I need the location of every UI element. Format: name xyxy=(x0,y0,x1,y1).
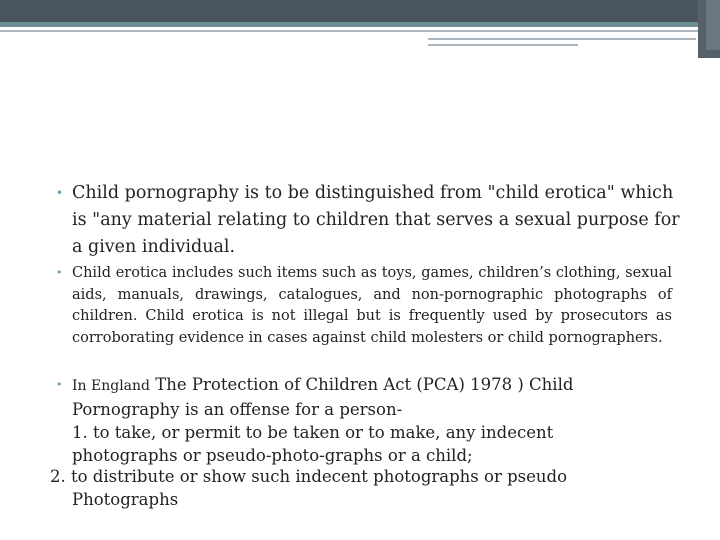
bullet-text: The Protection of Children Act (PCA) 1978 ) Child Pornography is an offense for a person- xyxy=(72,375,574,419)
bullet-text-block xyxy=(72,373,632,467)
bullet-icon: • xyxy=(56,186,64,200)
bullet-icon: • xyxy=(56,266,63,279)
bullet-text: Child erotica includes such items such as toys, games, children’s clothing, sexual aids, manuals, drawings, catalogues, and non-pornographic photographs of children. Child erotica is not illegal but is frequently used by prosecutors as corroborating evidence in cases against child molesters or child pornographers. xyxy=(72,265,672,346)
bullet-text: Child pornography is to be distinguished from "child erotica" which is "any material relating to children that serves a sexual purpose for a given individual. xyxy=(72,183,680,257)
item-text-continued: Photographs xyxy=(72,490,179,509)
item-text: to distribute or show such indecent photographs or pseudo xyxy=(71,467,568,486)
item-number: 2. xyxy=(50,467,66,486)
numbered-item: 1. to take, or permit to be taken or to make, any indecent photographs or pseudo-photo-graphs or a child; xyxy=(72,423,554,465)
bullet-lead-text: In England xyxy=(72,378,150,394)
numbered-item-2 xyxy=(50,465,650,511)
bullet-icon: • xyxy=(56,378,63,391)
